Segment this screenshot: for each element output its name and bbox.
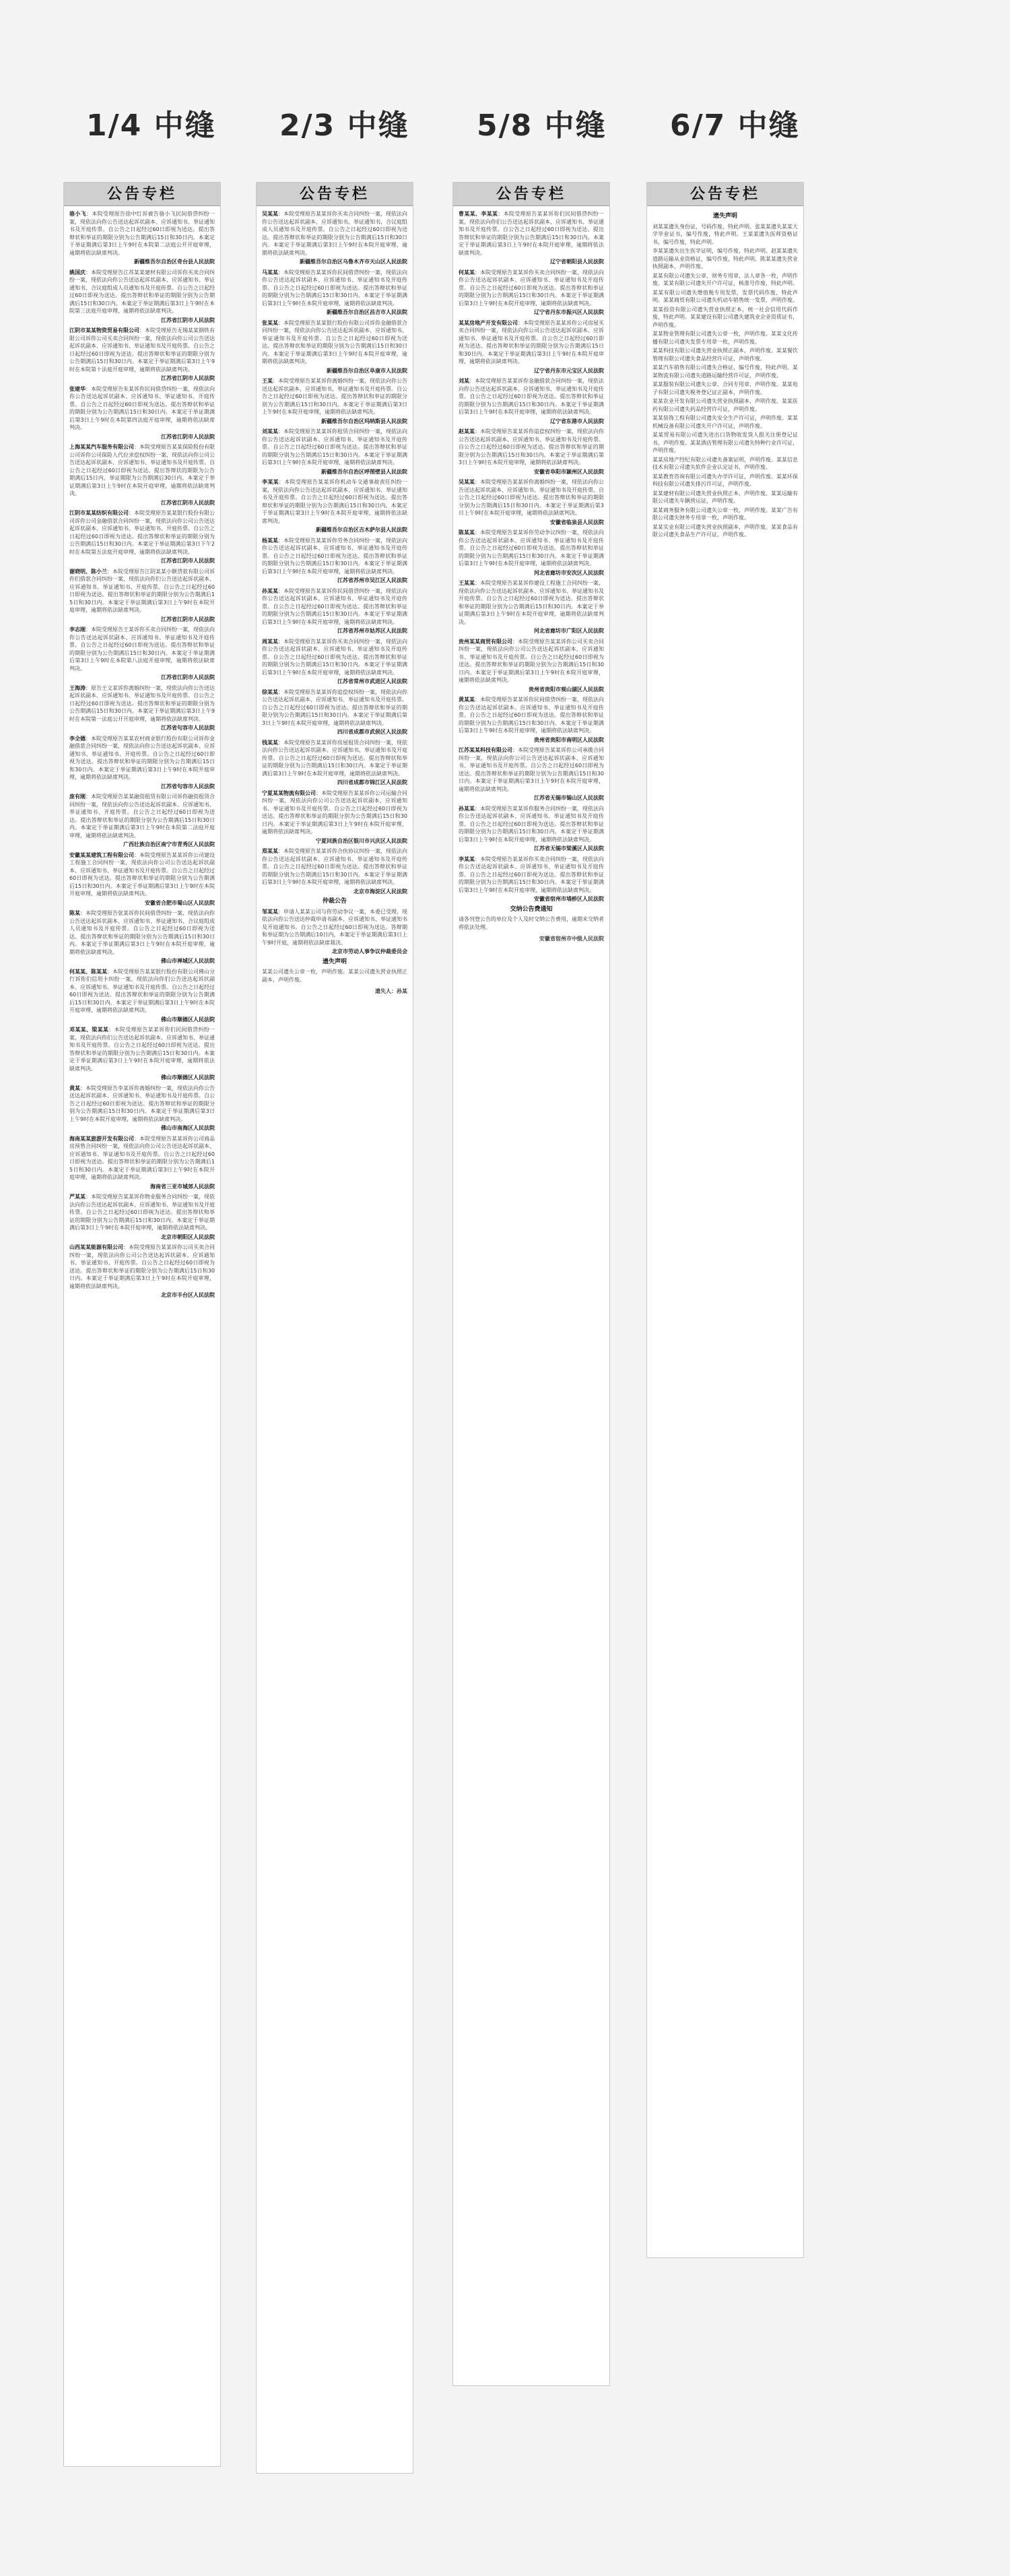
notice-text: 某某实业有限公司遗失营业执照副本，声明作废。某某食品有限公司遗失食品生产许可证，声明作废。 bbox=[652, 523, 798, 538]
notice-text: 某某农业开发有限公司遗失营业执照副本，声明作废。某某医药有限公司遗失药品经营许可证，声明作废。 bbox=[652, 398, 798, 412]
issuing-court: 辽宁省丹东市元宝区人民法院 bbox=[534, 367, 604, 374]
notice-party: 安徽某某建筑工程有限公司 bbox=[69, 851, 134, 858]
notice-paragraph bbox=[69, 1244, 215, 1290]
column-header: 公告专栏 bbox=[64, 183, 220, 206]
notice-text: ：本院受理原告徐中红诉被告骆小飞民间借贷纠纷一案，现依法向你公告送达起诉状副本、应诉通知书、举证通知书及开庭传票。自公告之日起经过60日即视为送达。提出答辩状和举证的期限分别为公告期满后15日和30日内。本案定于举证期满后第3日上午9时在本院第二法庭公开开庭审理，逾期将依法缺席判决。 bbox=[69, 211, 215, 256]
notice-party: 吴某某 bbox=[459, 479, 475, 485]
notice-text: 某某投资有限公司遗失营业执照正本，统一社会信用代码作废，特此声明。某某建设有限公司遗失建筑业企业资质证书，声明作废。 bbox=[652, 306, 798, 328]
notice-text: ：本院受理原告某某诉你建设工程施工合同纠纷一案，现依法向你公告送达起诉状副本、应诉通知书、举证通知书及开庭传票。自公告之日起经过60日即视为送达。提出答辩状和举证的期限分别为公告期满后15日和30日内。本案定于举证期满后第3日上午9时在本院开庭审理，逾期将依法缺席判决。 bbox=[459, 580, 604, 625]
issuing-court: 安徽省阜阳市颍州区人民法院 bbox=[534, 468, 604, 475]
notice-text: 请各刊登公告的单位及个人及时交纳公告费用，逾期未交纳者将依法处理。 bbox=[459, 916, 604, 930]
notice-party: 何某某 bbox=[459, 269, 475, 276]
issuing-court: 河北省廊坊市安次区人民法院 bbox=[534, 569, 604, 576]
notice-text: ：本院受理原告某某诉你劳务合同纠纷一案，现依法向你公告送达起诉状副本、应诉通知书、举证通知书及开庭传票。自公告之日起经过60日即视为送达。提出答辩状和举证的期限分别为公告期满后15日和30日内。本案定于举证期满后第3日上午9时在本院开庭审理，逾期将依法缺席判决。 bbox=[262, 537, 407, 575]
notice-party: 周某某 bbox=[262, 638, 278, 645]
issuing-court: 广西壮族自治区南宁市青秀区人民法院 bbox=[123, 841, 215, 847]
issuing-court: 江苏省江阴市人民法院 bbox=[161, 616, 215, 622]
issuing-court: 贵州省贵阳市南明区人民法院 bbox=[534, 736, 604, 743]
issuing-court: 海南省三亚市城郊人民法院 bbox=[150, 1183, 215, 1190]
notice-paragraph bbox=[459, 319, 604, 366]
notice-text: ：本院受理原告某某诉你公司建设工程施工合同纠纷一案，现依法向你公司公告送达起诉状副本、应诉通知书、举证通知书及开庭传票。自公告之日起经过60日即视为送达。提出答辩状和举证的期限分别为公告期满后15日和30日内。本案定于举证期满后第3日上午9时在本院开庭审理，逾期将依法缺席判决。 bbox=[69, 851, 215, 897]
issuing-court: 佛山市顺德区人民法院 bbox=[161, 1074, 215, 1081]
notice-party: 王海涛 bbox=[69, 684, 86, 691]
notice-paragraph bbox=[652, 414, 798, 430]
notice-party: 上海某某汽车服务有限公司 bbox=[69, 444, 134, 450]
notice-text: ：本院受理原告某某诉你租赁合同纠纷一案，现依法向你公告送达起诉状副本、应诉通知书、举证通知书及开庭传票。自公告之日起经过60日即视为送达。提出答辩状和举证的期限分别为公告期满后15日和30日内。本案定于举证期满后第3日上午9时在本院开庭审理，逾期将依法缺席判决。 bbox=[262, 428, 407, 465]
notice-paragraph bbox=[652, 247, 798, 271]
notice-paragraph bbox=[459, 579, 604, 626]
issuing-court: 新疆维吾尔自治区呼图壁县人民法院 bbox=[321, 468, 407, 475]
notice-text: ：申请人某某公司与你劳动争议一案，本委已受理，现依法向你公告送达仲裁申请书副本、应诉通知书、举证通知书及开庭通知书。自公告之日起经过60日即视为送达。答辩期和举证期为公告期满后10日内，本案定于举证期满后第3日上午9时开庭，逾期将依法缺席裁决。 bbox=[262, 908, 407, 946]
notice-text: ：本院受理原告某某诉你买卖合同纠纷一案，现依法向你公告送达起诉状副本、应诉通知书、举证通知书及开庭传票。自公告之日起经过60日即视为送达。提出答辩状和举证的期限分别为公告期满后15日和30日内。本案定于举证期满后第3日上午9时在本院开庭审理，逾期将依法缺席判决。 bbox=[459, 856, 604, 893]
issuing-court: 佛山市顺德区人民法院 bbox=[161, 1016, 215, 1023]
notice-text: ：原告王文某诉你离婚纠纷一案，现依法向你公告送达起诉状副本、应诉通知书、举证通知书及开庭传票。自公告之日起经过60日即视为送达。提出答辩状和举证的期限分别为公告期满后15日和30日内。本案定于举证期满后第3日上午9时在本院第一法庭公开开庭审理，逾期将依法缺席判决。 bbox=[69, 684, 215, 722]
notice-text: ：本院受理原告某某诉你服务合同纠纷一案，现依法向你公告送达起诉状副本、应诉通知书、举证通知书及开庭传票。自公告之日起经过60日即视为送达。提出答辩状和举证的期限分别为公告期满后15日和30日内。本案定于举证期满后第3日上午9时在本院开庭审理，逾期将依法缺席判决。 bbox=[459, 805, 604, 843]
notice-text: ：本院受理原告江阴某某小额贷款有限公司诉你们借款合同纠纷一案，现依法向你们公告送达起诉状副本、应诉通知书、举证通知书、开庭传票。自公告之日起经过60日即视为送达。提出答辩状和举证的期限分别为公告期满后15日和30日内。本案定于举证期满后第3日上午9时在本院开庭审理，逾期将依法缺席判决。 bbox=[69, 568, 215, 613]
notice-party: 黄某某 bbox=[459, 697, 475, 703]
notice-text: ：本院受理原告某某诉你公司买卖合同纠纷一案，现依法向你公司公告送达起诉状副本、应诉通知书、举证通知书及开庭传票。自公告之日起经过60日即视为送达。提出答辩状和举证的期限分别为公告期满后15日和30日内。本案定于举证期满后第3日上午9时在本院开庭审理，逾期将依法缺席判决。 bbox=[459, 638, 604, 683]
notice-text: 某某贸易有限公司遗失进出口货物收发货人报关注册登记证书，声明作废。某某酒店管理有限公司遗失特种行业许可证，声明作废。 bbox=[652, 432, 798, 453]
notice-paragraph bbox=[459, 478, 604, 517]
notice-party: 何某某、陈某某 bbox=[69, 968, 107, 975]
notice-paragraph bbox=[262, 428, 407, 467]
issuing-court: 新疆维吾尔自治区昌吉市人民法院 bbox=[327, 309, 407, 315]
notice-paragraph bbox=[652, 456, 798, 472]
notice-paragraph bbox=[459, 428, 604, 467]
issuing-court: 江苏省苏州市姑苏区人民法院 bbox=[337, 628, 407, 634]
notice-paragraph bbox=[69, 684, 215, 723]
notice-text: ：本院受理原告某某融资租赁有限公司诉你融资租赁合同纠纷一案，现依法向你公告送达起诉状副本、应诉通知书、举证通知书、开庭传票。自公告之日起经过60日即视为送达。提出答辩状和举证的期限分别为公告期满后15日和30日内。本案定于举证期满后第3日上午9时在本院第二法庭开庭审理，逾期将依法缺席判决。 bbox=[69, 794, 215, 839]
notice-party: 山西某某能源有限公司 bbox=[69, 1244, 123, 1250]
notice-paragraph bbox=[69, 385, 215, 432]
notice-text: ：本院受理原告朱某诉你民间借贷纠纷一案，现依法向你公告送达起诉状副本、应诉通知书、举证通知书、开庭传票。自公告之日起经过60日即视为送达。提出答辩状和举证的期限分别为公告期满后15日和30日内。本案定于举证期满后第3日上午9时在本院第四法庭开庭审理，逾期将依法缺席判决。 bbox=[69, 385, 215, 430]
notice-paragraph bbox=[652, 381, 798, 396]
notice-party: 张某某 bbox=[262, 319, 278, 326]
notice-text: ：本院受理原告某某诉你追偿权纠纷一案，现依法向你公告送达起诉状副本、应诉通知书、举证通知书及开庭传票。自公告之日起经过60日即视为送达。提出答辩状和举证的期限分别为公告期满后15日和30日内。本案定于举证期满后第3日上午9时在本院开庭审理，逾期将依法缺席判决。 bbox=[459, 428, 604, 465]
notice-text: ：本院受理原告某某诉你劳动争议纠纷一案，现依法向你公告送达起诉状副本、应诉通知书、举证通知书及开庭传票。自公告之日起经过60日即视为送达。提出答辩状和举证的期限分别为公告期满后15日和30日内。本案定于举证期满后第3日上午9时在本院开庭审理，逾期将依法缺席判决。 bbox=[459, 529, 604, 567]
issuing-court: 北京市丰台区人民法院 bbox=[161, 1292, 215, 1298]
notice-text: 某某物业管理有限公司遗失公章一枚，声明作废。某某文化传播有限公司遗失发票专用章一枚，声明作废。 bbox=[652, 331, 798, 345]
notice-paragraph bbox=[459, 269, 604, 308]
column-title-2: 2/3 中缝 bbox=[279, 108, 409, 143]
issuing-court: 宁夏回族自治区银川市兴庆区人民法院 bbox=[316, 837, 407, 844]
issuing-court: 江苏省无锡市锡山区人民法院 bbox=[534, 795, 604, 801]
issuing-court: 江苏省江阴市人民法院 bbox=[161, 375, 215, 381]
notice-column-1 bbox=[63, 182, 221, 2467]
notice-party: 钱某某 bbox=[262, 739, 278, 746]
notice-text: ：本院受理原告某某诉你离婚纠纷一案，现依法向你公告送达起诉状副本、应诉通知书、举证通知书及开庭传票。自公告之日起经过60日即视为送达。提出答辩状和举证的期限分别为公告期满后15日和30日内。本案定于举证期满后第3日上午9时在本院开庭审理，逾期将依法缺席判决。 bbox=[262, 378, 407, 415]
issuing-court: 安徽省宿州市埇桥区人民法院 bbox=[534, 896, 604, 902]
signature-line: 遗失人：孙某 bbox=[375, 988, 407, 994]
notice-text: ：本院受理原告某某保险股份有限公司诉你公司保险人代位求偿权纠纷一案，现依法向你公司公告送达起诉状副本、应诉通知书、举证通知书及开庭传票。自公告之日起经过60日即视为送达。提出答辩状的期限为公告期满后15日内，举证期限为公告期满后30日内。本案定于举证期满后第3日上午9时在本院开庭审理，逾期将依法缺席判决。 bbox=[69, 444, 215, 496]
issuing-court: 江苏省江阴市人民法院 bbox=[161, 674, 215, 680]
notice-paragraph bbox=[69, 851, 215, 898]
notice-paragraph bbox=[652, 364, 798, 379]
notice-text: ：本院受理原告某某银行股份有限公司诉你金融借款合同纠纷一案，现依法向你公告送达起诉状副本、应诉通知书、举证通知书及开庭传票。自公告之日起经过60日即视为送达。提出答辩状和举证的期限分别为公告期满后15日和30日内。本案定于举证期满后第3日上午9时在本院开庭审理，逾期将依法缺席判决。 bbox=[262, 319, 407, 364]
notice-party: 海南某某旅游开发有限公司 bbox=[69, 1135, 134, 1142]
notice-text: ：本院受理原告王某诉你买卖合同纠纷一案，现依法向你公告送达起诉状副本、应诉通知书、举证通知书及开庭传票。自公告之日起经过60日即视为送达。提出答辩状和举证的期限分别为公告期满后15日和30日内。本案定于举证期满后第3日上午9时在本院第八法庭开庭审理，逾期将依法缺席判决。 bbox=[69, 626, 215, 672]
issuing-court: 辽宁省朝阳县人民法院 bbox=[550, 259, 604, 265]
notice-paragraph bbox=[652, 330, 798, 346]
notice-party: 邓某某、梁某某 bbox=[69, 1027, 109, 1033]
issuing-court: 新疆维吾尔自治区吉木萨尔县人民法院 bbox=[316, 527, 407, 533]
notice-paragraph bbox=[262, 739, 407, 778]
issuing-court: 江苏省苏州市吴江区人民法院 bbox=[337, 577, 407, 583]
signature-line: 安徽省宿州市中级人民法院 bbox=[539, 936, 604, 942]
notice-paragraph bbox=[262, 847, 407, 887]
notice-text: ：本院受理原告某某诉你们民间借贷纠纷一案，现依法向你们公告送达起诉状副本、应诉通知书、举证通知书及开庭传票。自公告之日起经过60日即视为送达。提出答辩状和举证的期限分别为公告期满后15日和30日内。本案定于举证期满后第3日上午9时在本院开庭审理，逾期将依法缺席判决。 bbox=[69, 1027, 215, 1072]
issuing-court: 北京市劳动人事争议仲裁委员会 bbox=[332, 948, 407, 955]
notice-text: ：本院受理原告江苏某某建材有限公司诉你买卖合同纠纷一案，现依法向你公告送达起诉状副本、应诉通知书、举证通知书、合议庭组成人员通知书及开庭传票。自公告之日起经过60日即视为送达。提出答辩状和举证的期限分别为公告期满后15日和30日内。本案定于举证期满后第3日上午9时在本院第三法庭开庭审理，逾期将依法缺席判决。 bbox=[69, 269, 215, 314]
notice-paragraph bbox=[652, 507, 798, 522]
section-subheading: 仲裁公告 bbox=[322, 898, 347, 905]
notice-paragraph bbox=[652, 397, 798, 413]
notice-party: 李全德 bbox=[69, 735, 86, 742]
notice-text: ：本院受理原告某某诉你买卖合同纠纷一案，现依法向你公告送达起诉状副本、应诉通知书、举证通知书及开庭传票。自公告之日起经过60日即视为送达。提出答辩状和举证的期限分别为公告期满后15日和30日内。本案定于举证期满后第3日上午9时在本院开庭审理，逾期将依法缺席判决。 bbox=[262, 638, 407, 676]
issuing-court: 河北省廊坊市广阳区人民法院 bbox=[534, 628, 604, 634]
issuing-court: 江苏省江阴市人民法院 bbox=[161, 433, 215, 440]
notice-text: 某某教育咨询有限公司遗失办学许可证，声明作废。某某环保科技有限公司遗失排污许可证，声明作废。 bbox=[652, 473, 798, 487]
notice-text: ：本院受理原告某某诉你房屋租赁合同纠纷一案，现依法向你公告送达起诉状副本、应诉通知书、举证通知书及开庭传票。自公告之日起经过60日即视为送达。提出答辩状和举证的期限分别为公告期满后15日和30日内。本案定于举证期满后第3日上午9时在本院开庭审理，逾期将依法缺席判决。 bbox=[262, 739, 407, 777]
notice-paragraph bbox=[459, 746, 604, 793]
issuing-court: 江苏省句容市人民法院 bbox=[161, 725, 215, 731]
issuing-court: 四川省成都市锦江区人民法院 bbox=[337, 779, 407, 785]
notice-text: 某某汽车销售有限公司遗失合格证，编号作废，特此声明。某某物流有限公司遗失道路运输经营许可证，声明作废。 bbox=[652, 364, 798, 379]
issuing-court: 江苏省无锡市梁溪区人民法院 bbox=[534, 845, 604, 851]
notice-party: 陈某某 bbox=[459, 529, 475, 536]
issuing-court: 佛山市南海区人民法院 bbox=[161, 1125, 215, 1131]
notice-text: ：本院受理原告某某诉你物业服务合同纠纷一案，现依法向你公告送达起诉状副本、应诉通知书、举证通知书及开庭传票。自公告之日起经过60日即视为送达。提出答辩状和举证的期限分别为公告期满后15日和30日内。本案定于举证期满后第3日上午9时在本院开庭审理，逾期将依法缺席判决。 bbox=[69, 1194, 215, 1231]
issuing-court: 江苏省常州市武进区人民法院 bbox=[337, 678, 407, 684]
notice-party: 江阴市某某纺织有限公司 bbox=[69, 510, 129, 516]
issuing-court: 北京市朝阳区人民法院 bbox=[161, 1233, 215, 1240]
notice-text: ：本院受理原告张某诉你民间借贷纠纷一案，现依法向你公告送达起诉状副本、应诉通知书、举证通知书、合议庭组成人员通知书及开庭传票。自公告之日起经过60日即视为送达。提出答辩状和举证的期限分别为公告期满后15日和30日内。本案定于举证期满后第3日上午9时在本院开庭审理，逾期将依法缺席判决。 bbox=[69, 910, 215, 955]
notice-text: 某某有限公司遗失公章、财务专用章、法人章各一枚，声明作废。某某有限公司遗失开户许可证，核准号作废，特此声明。 bbox=[652, 272, 798, 286]
notice-text: 刘某某遗失身份证，号码作废，特此声明。张某某遗失某某大学毕业证书，编号作废，特此声明。王某某遗失医师资格证书，编号作废，特此声明。 bbox=[652, 223, 798, 245]
notice-paragraph bbox=[69, 210, 215, 257]
notice-paragraph bbox=[69, 735, 215, 781]
notice-party: 马某某 bbox=[262, 269, 278, 276]
column-body bbox=[257, 206, 413, 1000]
notice-paragraph bbox=[262, 377, 407, 416]
notice-text: ：本院受理原告某某诉你离婚纠纷一案，现依法向你公告送达起诉状副本、应诉通知书、举证通知书及开庭传票。自公告之日起经过60日即视为送达。提出答辩状和举证的期限分别为公告期满后15日和30日内。本案定于举证期满后第3日上午9时在本院开庭审理，逾期将依法缺席判决。 bbox=[459, 479, 604, 516]
notice-party: 谢晓明、陈小兰 bbox=[69, 568, 107, 575]
section-subheading: 遗失声明 bbox=[712, 213, 737, 220]
notice-text: ：本院受理原告某某诉你金融借款合同纠纷一案，现依法向你公告送达起诉状副本、应诉通知书、举证通知书及开庭传票。自公告之日起经过60日即视为送达。提出答辩状和举证的期限分别为公告期满后15日和30日内。本案定于举证期满后第3日上午9时在本院开庭审理，逾期将依法缺席判决。 bbox=[459, 378, 604, 415]
notice-paragraph bbox=[262, 537, 407, 576]
notice-text: ：本院受理原告某某诉你机动车交通事故责任纠纷一案，现依法向你公告送达起诉状副本、应诉通知书、举证通知书及开庭传票。自公告之日起经过60日即视为送达。提出答辩状和举证的期限分别为公告期满后15日和30日内。本案定于举证期满后第3日上午9时在本院开庭审理，逾期将依法缺席判决。 bbox=[262, 479, 408, 524]
notice-party: 郑某某 bbox=[262, 848, 278, 854]
notice-paragraph bbox=[69, 327, 215, 373]
notice-party: 江阴市某某物资贸易有限公司 bbox=[69, 327, 139, 333]
notice-paragraph bbox=[652, 431, 798, 455]
notice-party: 孙某某 bbox=[262, 587, 278, 594]
issuing-court: 安徽省临泉县人民法院 bbox=[550, 519, 604, 525]
notice-paragraph bbox=[652, 473, 798, 488]
notice-paragraph bbox=[652, 272, 798, 288]
issuing-court: 北京市海淀区人民法院 bbox=[354, 888, 407, 895]
notice-paragraph bbox=[652, 289, 798, 304]
notice-paragraph bbox=[69, 909, 215, 956]
notice-paragraph bbox=[459, 638, 604, 684]
notice-paragraph bbox=[69, 509, 215, 556]
notice-paragraph bbox=[69, 1085, 215, 1124]
notice-paragraph bbox=[262, 968, 407, 984]
notice-paragraph bbox=[459, 856, 604, 895]
notice-paragraph bbox=[262, 587, 407, 626]
issuing-court: 辽宁省东港市人民法院 bbox=[550, 418, 604, 424]
notice-party: 张建华 bbox=[69, 385, 86, 392]
notice-text: ：本院受理原告某某诉你公司商品房预售合同纠纷一案，现依法向你公司公告送达起诉状副本、应诉通知书、举证通知书及开庭传票。自公告之日起经过60日即视为送达。提出答辩状和举证的期限分别为公告期满后15日和30日内。本案定于举证期满后第3日上午9时在本院开庭审理，逾期将依法缺席判决。 bbox=[69, 1135, 215, 1180]
notice-party: 李志刚 bbox=[69, 626, 86, 633]
notice-party: 曹某某、李某某 bbox=[459, 211, 498, 217]
column-header: 公告专栏 bbox=[453, 183, 609, 206]
section-subheading: 遗失声明 bbox=[322, 958, 347, 965]
notice-party: 王某 bbox=[262, 378, 273, 384]
issuing-court: 安徽省合肥市蜀山区人民法院 bbox=[145, 899, 215, 906]
notice-column-3 bbox=[452, 182, 610, 2386]
notice-paragraph bbox=[69, 1026, 215, 1072]
notice-paragraph bbox=[652, 306, 798, 329]
notice-paragraph bbox=[262, 790, 407, 836]
notice-text: ：本院受理原告某某诉你买卖合同纠纷一案，现依法向你公告送达起诉状副本、应诉通知书、举证通知书、合议庭组成人员通知书及开庭传票。自公告之日起经过60日即视为送达。提出答辩状和举证的期限分别为公告期满后15日和30日内。本案定于举证期满后第3日上午9时在本院开庭审理，逾期将依法缺席判决。 bbox=[262, 211, 407, 256]
notice-text: ：本院受理原告某某银行股份有限公司佛山分行诉你们信用卡纠纷一案，现依法向你们公告送达起诉状副本、应诉通知书、举证通知书及开庭传票。自公告之日起经过60日即视为送达。提出答辩状和举证的期限分别为公告期满后15日和30日内。本案定于举证期满后第3日上午9时在本院开庭审理，逾期将依法缺席判决。 bbox=[69, 968, 215, 1013]
notice-text: 某某服装有限公司遗失公章、合同专用章，声明作废。某某电子有限公司遗失税务登记证正副本，声明作废。 bbox=[652, 381, 798, 395]
issuing-court: 新疆维吾尔自治区乌鲁木齐市天山区人民法院 bbox=[300, 259, 407, 265]
notice-text: ：本院受理原告某某诉你买卖合同纠纷一案，现依法向你公告送达起诉状副本、应诉通知书、举证通知书及开庭传票。自公告之日起经过60日即视为送达。提出答辩状和举证的期限分别为公告期满后15日和30日内。本案定于举证期满后第3日上午9时在本院开庭审理，逾期将依法缺席判决。 bbox=[459, 269, 604, 307]
column-body bbox=[453, 206, 609, 947]
notice-text: 某某商务服务有限公司遗失公章一枚，声明作废。某某广告有限公司遗失财务专用章一枚，声明作废。 bbox=[652, 507, 798, 521]
notice-paragraph bbox=[69, 443, 215, 498]
notice-party: 姚国庆 bbox=[69, 269, 86, 276]
notice-paragraph bbox=[69, 793, 215, 839]
notice-paragraph bbox=[459, 696, 604, 735]
issuing-court: 贵州省贵阳市观山湖区人民法院 bbox=[529, 686, 604, 693]
notice-text: 李某某遗失出生医学证明，编号作废，特此声明。赵某某遗失道路运输从业资格证，编号作废，特此声明。陈某某遗失营业执照副本，声明作废。 bbox=[652, 248, 798, 269]
notice-paragraph bbox=[652, 523, 798, 539]
notice-paragraph bbox=[262, 688, 407, 728]
notice-text: ：本院受理原告某某农村商业银行股份有限公司诉你金融借款合同纠纷一案，现依法向你公告送达起诉状副本、应诉通知书、举证通知书、开庭传票。自公告之日起经过60日即视为送达。提出答辩状和举证的期限分别为公告期满后15日和30日内。本案定于举证期满后第3日上午9时在本院开庭审理，逾期将依法缺席判决。 bbox=[69, 735, 215, 780]
column-title-1: 1/4 中缝 bbox=[86, 108, 216, 143]
notice-party: 黄某 bbox=[69, 1085, 80, 1091]
notice-text: ：本院受理原告李某诉你离婚纠纷一案，现依法向你公告送达起诉状副本、应诉通知书、举证通知书及开庭传票。自公告之日起经过60日即视为送达。提出答辩状和举证的期限分别为公告期满后15日和30日内。本案定于举证期满后第3日上午9时在本院开庭审理，逾期将依法缺席判决。 bbox=[69, 1085, 215, 1122]
notice-paragraph bbox=[69, 568, 215, 614]
column-header: 公告专栏 bbox=[647, 183, 803, 206]
notice-paragraph bbox=[69, 626, 215, 672]
issuing-court: 辽宁省丹东市振兴区人民法院 bbox=[534, 309, 604, 315]
notice-text: ：本院受理原告某某诉你民间借贷纠纷一案，现依法向你公告送达起诉状副本、应诉通知书、举证通知书及开庭传票。自公告之日起经过60日即视为送达。提出答辩状和举证的期限分别为公告期满后15日和30日内。本案定于举证期满后第3日上午9时在本院开庭审理，逾期将依法缺席判决。 bbox=[459, 697, 604, 734]
issuing-court: 佛山市禅城区人民法院 bbox=[161, 958, 215, 964]
notice-party: 骆小飞 bbox=[69, 211, 86, 217]
notice-party: 庞有刚 bbox=[69, 794, 86, 800]
notice-party: 邹某某 bbox=[262, 908, 278, 915]
notice-text: ：本院受理原告某某诉你民间借贷纠纷一案，现依法向你公告送达起诉状副本、应诉通知书、举证通知书及开庭传票。自公告之日起经过60日即视为送达。提出答辩状和举证的期限分别为公告期满后15日和30日内。本案定于举证期满后第3日上午9时在本院开庭审理，逾期将依法缺席判决。 bbox=[262, 269, 407, 307]
notice-paragraph bbox=[69, 968, 215, 1015]
notice-text: 某某公司遗失公章一枚，声明作废。某某公司遗失营业执照正副本，声明作废。 bbox=[262, 969, 407, 983]
notice-paragraph bbox=[262, 210, 407, 257]
notice-party: 刘某某 bbox=[262, 428, 278, 434]
notice-paragraph bbox=[262, 638, 407, 677]
notice-text: ：本院受理原告某某诉你公司承揽合同纠纷一案，现依法向你公司公告送达起诉状副本、应诉通知书、举证通知书及开庭传票。自公告之日起经过60日即视为送达。提出答辩状和举证的期限分别为公告期满后15日和30日内。本案定于举证期满后第3日上午9时在本院开庭审理，逾期将依法缺席判决。 bbox=[459, 747, 604, 792]
notice-paragraph bbox=[69, 1193, 215, 1232]
column-body bbox=[64, 206, 220, 1306]
notice-text: 某某有限公司遗失增值税专用发票，发票代码作废，特此声明。某某商贸有限公司遗失机动车销售统一发票，声明作废。 bbox=[652, 289, 798, 303]
notice-paragraph bbox=[652, 490, 798, 505]
notice-text: ：本院受理原告某某诉你合伙协议纠纷一案，现依法向你公告送达起诉状副本、应诉通知书、举证通知书及开庭传票。自公告之日起经过60日即视为送达。提出答辩状和举证的期限分别为公告期满后15日和30日内。本案定于举证期满后第3日上午9时在本院开庭审理，逾期将依法缺席判决。 bbox=[262, 848, 407, 885]
section-subheading: 交纳公告费通知 bbox=[510, 905, 553, 913]
notice-paragraph bbox=[262, 269, 407, 308]
notice-party: 李某某 bbox=[459, 856, 475, 862]
column-body bbox=[647, 206, 803, 544]
notice-paragraph bbox=[652, 347, 798, 362]
issuing-court: 江苏省句容市人民法院 bbox=[161, 783, 215, 790]
issuing-court: 江苏省江阴市人民法院 bbox=[161, 558, 215, 564]
notice-text: 某某建材有限公司遗失营业执照正本，声明作废。某某运输有限公司遗失车辆营运证，声明作废。 bbox=[652, 490, 798, 504]
notice-text: ：本院受理原告某某诉你追偿权纠纷一案，现依法向你公告送达起诉状副本、应诉通知书、举证通知书及开庭传票。自公告之日起经过60日即视为送达。提出答辩状和举证的期限分别为公告期满后15日和30日内。本案定于举证期满后第3日上午9时在本院开庭审理，逾期将依法缺席判决。 bbox=[262, 688, 407, 726]
notice-paragraph bbox=[459, 529, 604, 568]
column-title-4: 6/7 中缝 bbox=[670, 108, 800, 143]
notice-paragraph bbox=[262, 478, 407, 525]
notice-paragraph bbox=[459, 377, 604, 416]
notice-text: ：本院受理原告某某诉你民间借贷纠纷一案，现依法向你公告送达起诉状副本、应诉通知书、举证通知书及开庭传票。自公告之日起经过60日即视为送达。提出答辩状和举证的期限分别为公告期满后15日和30日内。本案定于举证期满后第3日上午9时在本院开庭审理，逾期将依法缺席判决。 bbox=[262, 587, 407, 625]
notice-party: 李某某 bbox=[262, 479, 279, 485]
notice-party: 王某某 bbox=[459, 580, 475, 586]
notice-party: 贵州某某商贸有限公司 bbox=[459, 638, 512, 645]
notice-text: 某某科技有限公司遗失营业执照正副本，声明作废。某某餐饮管理有限公司遗失食品经营许可证，声明作废。 bbox=[652, 348, 798, 362]
notice-party: 赵某某 bbox=[459, 428, 475, 434]
issuing-court: 新疆维吾尔自治区玛纳斯县人民法院 bbox=[321, 418, 407, 424]
notice-party: 杨某某 bbox=[262, 537, 278, 544]
notice-party: 徐某某 bbox=[262, 688, 278, 695]
notice-paragraph bbox=[262, 319, 407, 366]
notice-paragraph bbox=[69, 1135, 215, 1182]
notice-text: ：本院受理原告某某诉你公司运输合同纠纷一案，现依法向你公司公告送达起诉状副本、应诉通知书、举证通知书及开庭传票。自公告之日起经过60日即视为送达。提出答辩状和举证的期限分别为公告期满后15日和30日内。本案定于举证期满后第3日上午9时在本院开庭审理，逾期将依法缺席判决。 bbox=[262, 790, 407, 835]
notice-paragraph bbox=[262, 908, 407, 947]
issuing-court: 新疆维吾尔自治区阜康市人民法院 bbox=[327, 367, 407, 374]
notice-column-2 bbox=[256, 182, 413, 2474]
notice-column-4 bbox=[646, 182, 804, 2258]
issuing-court: 新疆维吾尔自治区奇台县人民法院 bbox=[134, 259, 215, 265]
notice-text: 某某装饰工程有限公司遗失安全生产许可证，声明作废。某某机械设备有限公司遗失开户许可证，声明作废。 bbox=[652, 415, 798, 429]
issuing-court: 四川省成都市武侯区人民法院 bbox=[337, 729, 407, 735]
notice-party: 严某某 bbox=[69, 1194, 86, 1200]
notice-party: 某某房地产开发有限公司 bbox=[459, 319, 518, 326]
issuing-court: 江苏省江阴市人民法院 bbox=[161, 499, 215, 506]
notice-party: 孙某某 bbox=[459, 805, 475, 812]
notice-paragraph bbox=[459, 210, 604, 257]
notice-party: 吴某某 bbox=[262, 211, 278, 217]
notice-paragraph bbox=[459, 805, 604, 844]
issuing-court: 江苏省江阴市人民法院 bbox=[161, 317, 215, 323]
column-header: 公告专栏 bbox=[257, 183, 413, 206]
notice-paragraph bbox=[459, 915, 604, 931]
notice-party: 刘某 bbox=[459, 378, 469, 384]
notice-party: 宁夏某某物流有限公司 bbox=[262, 790, 316, 796]
notice-text: ：本院受理原告某某诉你公司买卖合同纠纷一案，现依法向你公司公告送达起诉状副本、应诉通知书、举证通知书、开庭传票。自公告之日起经过60日即视为送达。提出答辩状和举证的期限分别为公告期满后15日和30日内。本案定于举证期满后第3日上午9时在本院开庭审理，逾期将依法缺席判决。 bbox=[69, 1244, 215, 1289]
notice-text: ：本院受理原告某某诉你公司房屋买卖合同纠纷一案，现依法向你公司公告送达起诉状副本、应诉通知书、举证通知书及开庭传票。自公告之日起经过60日即视为送达。提出答辩状和举证的期限分别为公告期满后15日和30日内。本案定于举证期满后第3日上午9时在本院开庭审理，逾期将依法缺席判决。 bbox=[459, 319, 604, 364]
notice-paragraph bbox=[69, 269, 215, 315]
column-title-3: 5/8 中缝 bbox=[477, 108, 607, 143]
notice-party: 江苏某某科技有限公司 bbox=[459, 747, 512, 753]
notice-text: 某某房地产经纪有限公司遗失备案证明，声明作废。某某信息技术有限公司遗失软件企业认定证书，声明作废。 bbox=[652, 456, 798, 470]
notice-party: 陈某 bbox=[69, 910, 80, 916]
notice-paragraph bbox=[652, 223, 798, 247]
notice-text: ：本院受理原告某某银行股份有限公司诉你公司金融借款合同纠纷一案，现依法向你公司公告送达起诉状副本、应诉通知书、举证通知书、开庭传票。自公告之日起经过60日即视为送达。提出答辩状和举证的期限分别为公告期满后15日和30日内。本案定于举证期满后第3日下午2时在本院第五法庭开庭审理，逾期将依法缺席判决。 bbox=[69, 510, 215, 555]
notice-text: ：本院受理原告无锡某某钢铁有限公司诉你公司买卖合同纠纷一案，现依法向你公司公告送达起诉状副本、应诉通知书、举证通知书及开庭传票。自公告之日起经过60日即视为送达。提出答辩状和举证的期限分别为公告期满后15日和30日内。本案定于举证期满后第3日上午9时在本院第十法庭开庭审理，逾期将依法缺席判决。 bbox=[69, 327, 215, 373]
notice-text: ：本院受理原告某某诉你们民间借贷纠纷一案，现依法向你们公告送达起诉状副本、应诉通知书、举证通知书及开庭传票。自公告之日起经过60日即视为送达。提出答辩状和举证的期限分别为公告期满后15日和30日内。本案定于举证期满后第3日上午9时在本院开庭审理，逾期将依法缺席判决。 bbox=[459, 211, 605, 256]
